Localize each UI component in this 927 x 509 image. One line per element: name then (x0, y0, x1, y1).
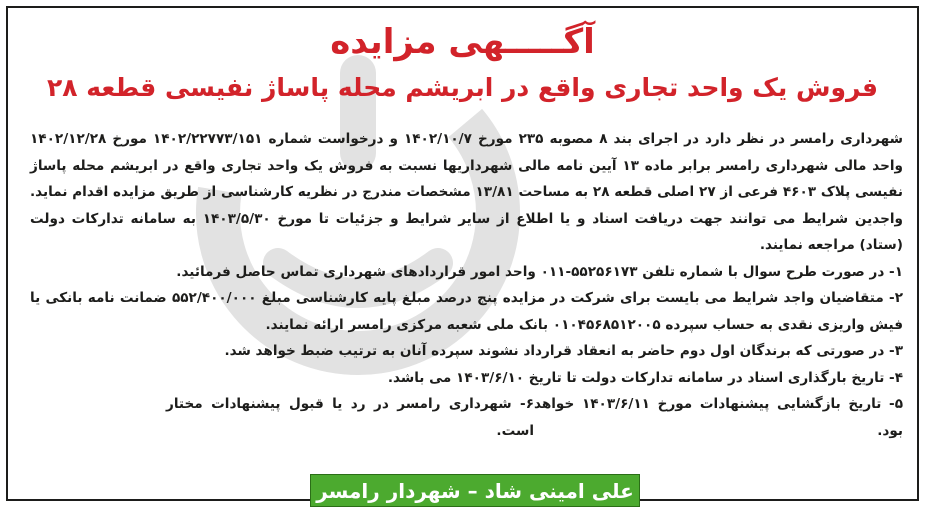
notice-title: آگـــــهی مزایده (330, 22, 595, 62)
notice-subtitle: فروش یک واحد تجاری واقع در ابریشم محله پاساژ نفیسی قطعه ۲۸ (47, 73, 878, 102)
notice-frame (6, 6, 919, 501)
notice-item-1: ۱- در صورت طرح سوال با شماره تلفن ۵۵۲۵۶۱۷۳-۰۱۱ واحد امور قراردادهای شهرداری تماس حاصل فرمائید. (176, 263, 903, 280)
notice-item-2: ۲- متقاضیان واجد شرایط می بایست برای شرکت در مزایده پنج درصد مبلغ پایه کارشناسی مبلغ ۵۵۲/۴۰۰/۰۰۰ ضمانت نامه بانکی یا فیش واریزی نقدی به حساب سپرده ۰۱۰۴۵۶۸۵۱۲۰۰۵ بانک ملی شعبه مرکزی رامسر ارائه نمایند. (30, 290, 903, 333)
notice-item-5: ۵- تاریخ بازگشایی پیشنهادات مورخ ۱۴۰۳/۶/۱۱ خواهد بود. (534, 396, 903, 439)
notice-item-4: ۴- تاریخ بارگذاری اسناد در سامانه تدارکات دولت تا تاریخ ۱۴۰۳/۶/۱۰ می باشد. (387, 369, 903, 386)
notice-items-5-6 (30, 391, 903, 444)
notice-item-3: ۳- در صورتی که برندگان اول دوم حاضر به انعقاد قرارداد نشوند سپرده آنان به ترتیب ضبط خواهد شد. (224, 343, 903, 359)
signature-banner: علی امینی شاد – شهردار رامسر (310, 474, 640, 507)
notice-item-6: ۶- شهرداری رامسر در رد یا قبول پیشنهادات مختار است. (166, 396, 534, 439)
notice-intro-paragraph: شهرداری رامسر در نظر دارد در اجرای بند ۸ مصوبه ۲۳۵ مورخ ۱۴۰۲/۱۰/۷ و درخواست شماره ۱۴۰۲/۲۲۷۷۳/۱۵۱ مورخ ۱۴۰۲/۱۲/۲۸ واحد مالی شهرداری رامسر برابر ماده ۱۳ آیین نامه مالی شهرداریها نسبت به فروش یک واحد تجاری واقع در ابریشم محله پاساژ نفیسی پلاک ۴۶۰۳ فرعی از ۲۷ اصلی قطعه ۲۸ به مساحت ۱۳/۸۱ مشخصات مندرج در نظریه کارشناسی از طریق مزایده اقدام نماید. واجدین شرایط می توانند جهت دریافت اسناد و یا اطلاع از سایر شرایط و جزئیات تا مورخ ۱۴۰۳/۵/۳۰ به سامانه تدارکات دولت (ستاد) مراجعه نمایند. (30, 131, 904, 253)
notice-body (30, 126, 903, 444)
